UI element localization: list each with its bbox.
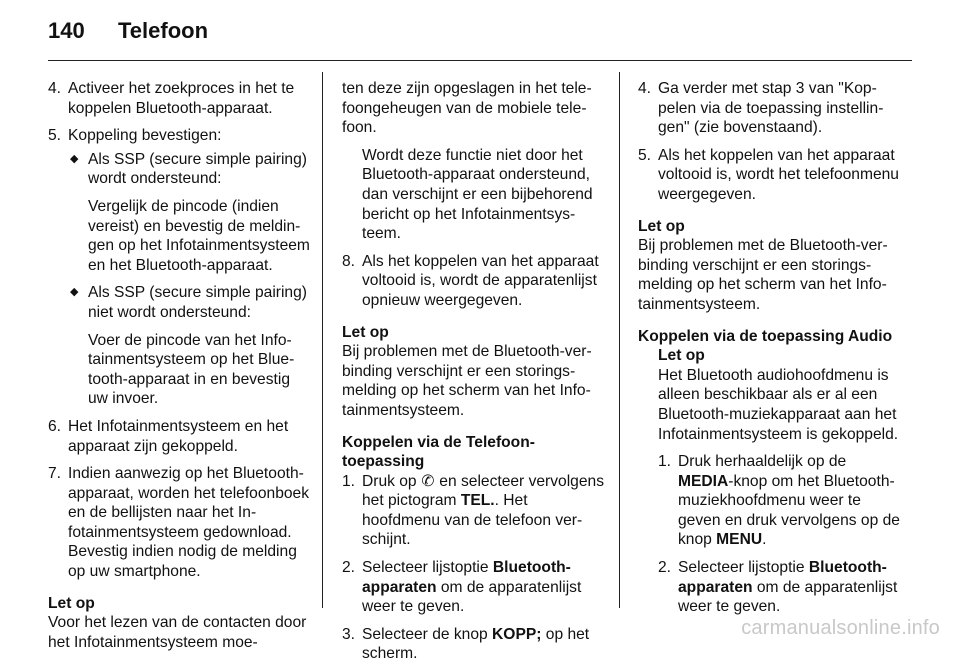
- note-text: Het Bluetooth audiohoofdmenu is alleen beschikbaar als er al een Bluetooth-muziekapparaat aan het Infotainmentsysteem is gekoppeld.: [658, 366, 899, 443]
- list-item: 6. Het Infotainmentsysteem en het apparaat zijn gekoppeld.: [48, 417, 289, 455]
- section-heading: Koppelen via de Telefoon-toepassing: [342, 433, 535, 471]
- list-item: 2. Selecteer lijstoptie Bluetooth-apparaten om de apparatenlijst weer te geven.: [342, 559, 582, 616]
- list-item: 5. Als het koppelen van het apparaat voltooid is, wordt het telefoonmenu weergegeven.: [638, 146, 899, 203]
- column-3: [638, 79, 900, 625]
- note-heading: Let op: [342, 323, 389, 341]
- bullet-item: ◆ Als SSP (secure simple pairing) wordt ondersteund:: [70, 150, 307, 188]
- page-title: Telefoon: [118, 18, 209, 43]
- note-heading: Let op: [638, 217, 685, 235]
- note-text-continued: ten deze zijn opgeslagen in het telefoongeheugen van de mobiele telefoon.: [342, 80, 592, 137]
- column-divider-2: [619, 72, 620, 608]
- note-heading: Let op: [658, 347, 705, 365]
- note-heading: Let op: [48, 594, 95, 612]
- bullet-subtext: Voer de pincode van het Infotainmentsysteem op het Bluetooth-apparaat in en bevestig uw invoer.: [88, 331, 295, 408]
- phone-icon: ✆: [421, 472, 435, 490]
- note-text: Voor het lezen van de contacten door het Infotainmentsysteem moe-: [48, 614, 307, 651]
- column-2: [342, 79, 604, 672]
- list-item: 5. Koppeling bevestigen:: [48, 127, 222, 145]
- section-heading: Koppelen via de toepassing Audio: [638, 327, 893, 345]
- info-paragraph: Wordt deze functie niet door het Bluetooth-apparaat ondersteund, dan verschijnt er een bijbehorend bericht op het Infotainmentsysteem.: [362, 146, 593, 243]
- watermark: carmanualsonline.info: [741, 617, 940, 639]
- page-header: [48, 16, 912, 56]
- bullet-subtext: Vergelijk de pincode (indien vereist) en bevestig de meldingen op het Infotainmentsysteem en het Bluetooth-apparaat.: [88, 197, 310, 274]
- list-item: 1. Druk herhaaldelijk op de MEDIA-knop om het Bluetooth-muziekhoofdmenu weer te geven en druk vervolgens op de knop MENU.: [658, 453, 900, 549]
- page-number: 140: [48, 18, 85, 43]
- list-item: 7. Indien aanwezig op het Bluetooth-apparaat, worden het telefoonboek en de bellijsten naar het Infotainmentsysteem gedownload. Bevestig indien nodig de melding op uw smartphone.: [48, 465, 310, 581]
- diamond-bullet-icon: ◆: [70, 152, 79, 165]
- list-item: 2. Selecteer lijstoptie Bluetooth-apparaten om de apparatenlijst weer te geven.: [658, 559, 898, 616]
- header-divider: [48, 60, 912, 61]
- list-item: 4. Activeer het zoekproces in het te koppelen Bluetooth-apparaat.: [48, 80, 295, 117]
- diamond-bullet-icon: ◆: [70, 286, 79, 299]
- list-item: 1. Druk op ✆ en selecteer vervolgens het pictogram TEL.. Het hoofdmenu van de telefoon verschijnt.: [342, 472, 604, 549]
- list-item: 8. Als het koppelen van het apparaat voltooid is, wordt de apparatenlijst opnieuw weergegeven.: [342, 252, 599, 309]
- bullet-item: ◆ Als SSP (secure simple pairing) niet wordt ondersteund:: [70, 284, 307, 321]
- list-item: 4. Ga verder met stap 3 van "Koppelen via de toepassing instellingen" (zie bovenstaand).: [638, 80, 884, 137]
- note-text: Bij problemen met de Bluetooth-verbinding verschijnt er een storingsmelding op het scherm van het Infotainmentsysteem.: [342, 343, 592, 419]
- column-divider-1: [322, 72, 323, 608]
- column-1: [48, 79, 310, 652]
- list-item: 3. Selecteer de knop KOPP; op het scherm.: [342, 625, 590, 663]
- note-text: Bij problemen met de Bluetooth-verbinding verschijnt er een storingsmelding op het scherm van het Infotainmentsysteem.: [638, 237, 888, 313]
